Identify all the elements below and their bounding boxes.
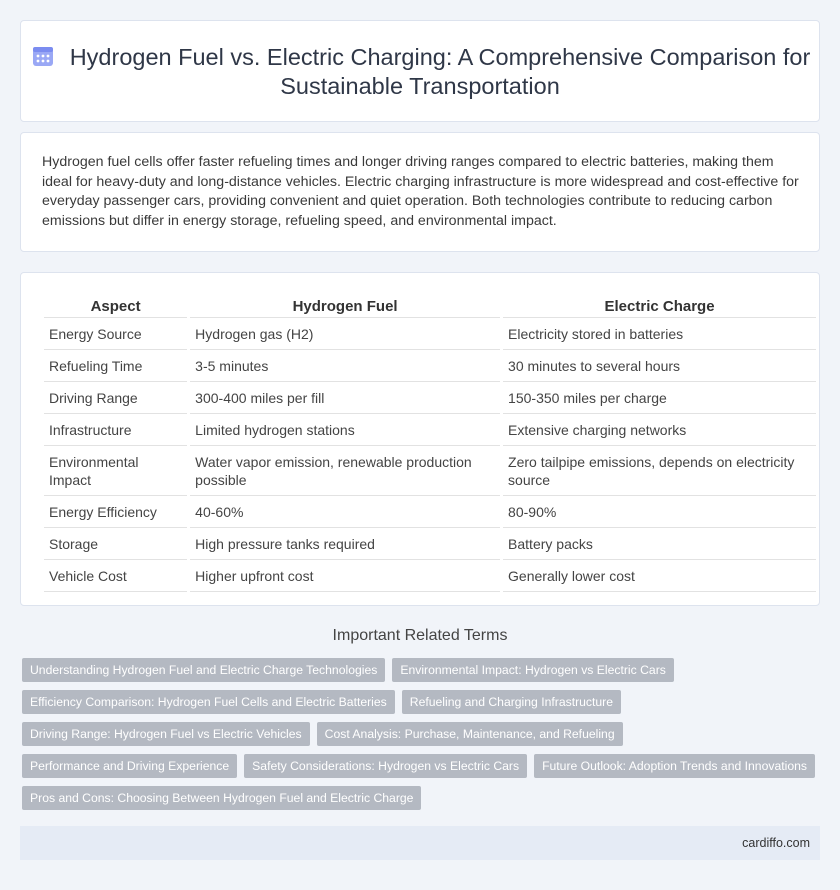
cell-aspect: Refueling Time xyxy=(44,350,187,382)
cell-electric: Generally lower cost xyxy=(503,560,816,592)
related-term-tag[interactable]: Environmental Impact: Hydrogen vs Electric Cars xyxy=(392,658,674,682)
cell-aspect: Infrastructure xyxy=(44,414,187,446)
comparison-table xyxy=(41,295,819,592)
footer-site-link[interactable]: cardiffo.com xyxy=(742,836,810,850)
table-row xyxy=(44,528,816,560)
related-term-tag[interactable]: Driving Range: Hydrogen Fuel vs Electric Vehicles xyxy=(22,722,310,746)
cell-electric: Battery packs xyxy=(503,528,816,560)
related-term-tag[interactable]: Pros and Cons: Choosing Between Hydrogen Fuel and Electric Charge xyxy=(22,786,421,810)
table-row xyxy=(44,496,816,528)
related-term-tag[interactable]: Future Outlook: Adoption Trends and Innovations xyxy=(534,754,815,778)
cell-aspect: Energy Efficiency xyxy=(44,496,187,528)
cell-aspect: Driving Range xyxy=(44,382,187,414)
related-terms-heading: Important Related Terms xyxy=(332,627,508,644)
table-row xyxy=(44,560,816,592)
cell-hydrogen: 40-60% xyxy=(190,496,500,528)
page-title-wrap xyxy=(21,43,819,101)
table-row xyxy=(44,350,816,382)
cell-aspect: Vehicle Cost xyxy=(44,560,187,592)
calendar-icon xyxy=(30,43,56,69)
title-card xyxy=(20,20,820,122)
related-terms-list xyxy=(22,658,812,818)
related-term-tag[interactable]: Cost Analysis: Purchase, Maintenance, and Refueling xyxy=(317,722,623,746)
table-row xyxy=(44,414,816,446)
table-row xyxy=(44,446,816,496)
page-title: Hydrogen Fuel vs. Electric Charging: A Comprehensive Comparison for Sustainable Transportation xyxy=(69,44,811,99)
intro-card xyxy=(20,132,820,252)
tag-row xyxy=(22,786,812,810)
cell-electric: 30 minutes to several hours xyxy=(503,350,816,382)
cell-aspect: Storage xyxy=(44,528,187,560)
cell-aspect: Energy Source xyxy=(44,318,187,350)
cell-aspect: Environmental Impact xyxy=(44,446,187,496)
cell-hydrogen: 300-400 miles per fill xyxy=(190,382,500,414)
cell-hydrogen: Higher upfront cost xyxy=(190,560,500,592)
related-term-tag[interactable]: Understanding Hydrogen Fuel and Electric Charge Technologies xyxy=(22,658,385,682)
related-term-tag[interactable]: Performance and Driving Experience xyxy=(22,754,237,778)
cell-hydrogen: Hydrogen gas (H2) xyxy=(190,318,500,350)
table-header-row xyxy=(44,295,816,318)
intro-paragraph: Hydrogen fuel cells offer faster refueling times and longer driving ranges compared to electric batteries, making them ideal for heavy-duty and long-distance vehicles. Electric charging infrastructure is more widespread and cost-effective for everyday passenger cars, providing convenient and quiet operation. Both technologies contribute to reducing carbon emissions but differ in energy storage, refueling speed, and environmental impact. xyxy=(42,154,799,229)
tag-row xyxy=(22,690,812,714)
cell-hydrogen: 3-5 minutes xyxy=(190,350,500,382)
cell-hydrogen: Water vapor emission, renewable production possible xyxy=(190,446,500,496)
related-term-tag[interactable]: Refueling and Charging Infrastructure xyxy=(402,690,621,714)
related-term-tag[interactable]: Efficiency Comparison: Hydrogen Fuel Cells and Electric Batteries xyxy=(22,690,395,714)
cell-electric: Electricity stored in batteries xyxy=(503,318,816,350)
column-header-aspect: Aspect xyxy=(44,295,187,318)
footer xyxy=(20,826,820,860)
column-header-hydrogen: Hydrogen Fuel xyxy=(190,295,500,318)
related-term-tag[interactable]: Safety Considerations: Hydrogen vs Electric Cars xyxy=(244,754,527,778)
cell-electric: Extensive charging networks xyxy=(503,414,816,446)
table-row xyxy=(44,382,816,414)
cell-electric: Zero tailpipe emissions, depends on electricity source xyxy=(503,446,816,496)
tag-row xyxy=(22,754,812,778)
cell-hydrogen: High pressure tanks required xyxy=(190,528,500,560)
cell-hydrogen: Limited hydrogen stations xyxy=(190,414,500,446)
tag-row xyxy=(22,722,812,746)
tag-row xyxy=(22,658,812,682)
column-header-electric: Electric Charge xyxy=(503,295,816,318)
table-row xyxy=(44,318,816,350)
cell-electric: 150-350 miles per charge xyxy=(503,382,816,414)
comparison-card xyxy=(20,272,820,606)
cell-electric: 80-90% xyxy=(503,496,816,528)
